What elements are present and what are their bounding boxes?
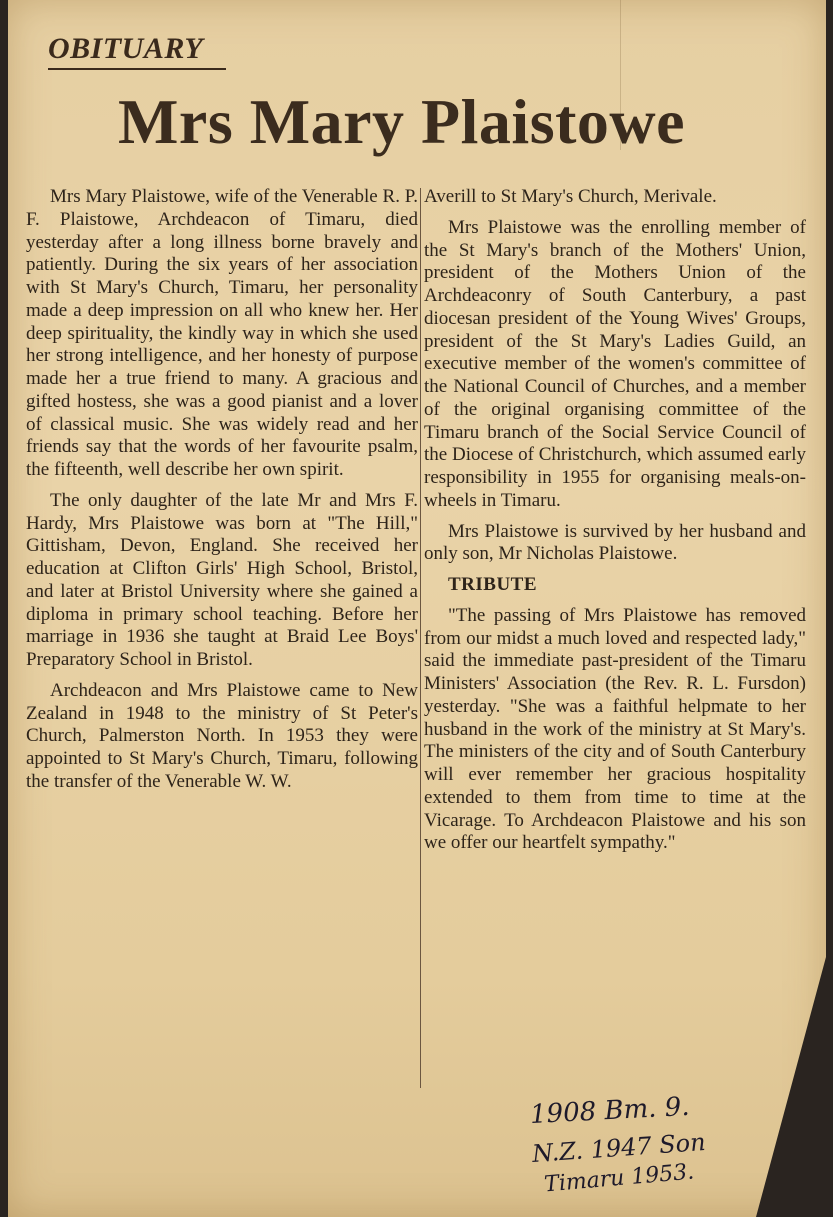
article-paragraph: Archdeacon and Mrs Plaistowe came to New Zealand in 1948 to the ministry of St Peter's Church, Palmerston North. In 1953 they were appointed to St Mary's Church, Timaru, following the transfer of the Venerable W. W. — [26, 679, 418, 792]
handwritten-note-line: N.Z. 1947 Son — [531, 1127, 707, 1169]
newspaper-clipping — [8, 0, 826, 1217]
article-right-column — [424, 186, 806, 863]
article-paragraph: Averill to St Mary's Church, Merivale. — [424, 186, 717, 207]
section-label: OBITUARY — [48, 32, 204, 65]
column-divider — [420, 188, 421, 1088]
torn-corner — [756, 957, 826, 1217]
article-paragraph: The only daughter of the late Mr and Mrs F. Hardy, Mrs Plaistowe was born at "The Hill," Gittisham, Devon, England. She received her education at Clifton Girls' High School, Bristol, and later at Bristol University where she gained a diploma in primary school teaching. Before her marriage in 1936 she taught at Braid Lee Boys' Preparatory School in Bristol. — [26, 489, 418, 670]
article-paragraph: Mrs Mary Plaistowe, wife of the Venerable R. P. F. Plaistowe, Archdeacon of Timaru, died yesterday after a long illness borne bravely and patiently. During the six years of her association with St Mary's Church, Timaru, her personality made a deep impression on all who knew her. Her deep spirituality, the kindly way in which she used her strong intelligence, and her honesty of purpose made her a true friend to many. A gracious and gifted hostess, she was a good pianist and a lover of classical music. She was widely read and her friends say that the words of her favourite psalm, the fifteenth, well describe her own spirit. — [26, 186, 418, 480]
obituary-headline: Mrs Mary Plaistowe — [118, 86, 686, 157]
article-paragraph: Mrs Plaistowe is survived by her husband and only son, Mr Nicholas Plaistowe. — [424, 520, 806, 565]
article-paragraph: Mrs Plaistowe was the enrolling member of the St Mary's branch of the Mothers' Union, president of the Mothers Union of the Archdeaconry of South Canterbury, a past diocesan president of the Young Wives' Groups, president of the St Mary's Ladies Guild, an executive member of the women's committee of the National Council of Churches, and a member of the original organising committee of the Timaru branch of the Social Service Council of the Diocese of Christchurch, which assumed early responsibility in 1955 for organising meals-on-wheels in Timaru. — [424, 216, 806, 511]
handwritten-note-line: 1908 Bm. 9. — [529, 1091, 691, 1131]
tribute-heading: TRIBUTE — [448, 574, 538, 595]
article-left-column — [26, 186, 418, 802]
section-label-underline — [48, 68, 226, 70]
handwritten-note-line: Timaru 1953. — [543, 1159, 696, 1198]
tribute-paragraph: "The passing of Mrs Plaistowe has removed from our midst a much loved and respected lady," said the immediate past-president of the Timaru Ministers' Association (the Rev. R. L. Fursdon) yesterday. "She was a faithful helpmate to her husband in the work of the ministry at St Mary's. The ministers of the city and of South Canterbury will ever remember her gracious hospitality extended to them from time to time at the Vicarage. To Archdeacon Plaistowe and his son we offer our heartfelt sympathy." — [424, 604, 806, 854]
